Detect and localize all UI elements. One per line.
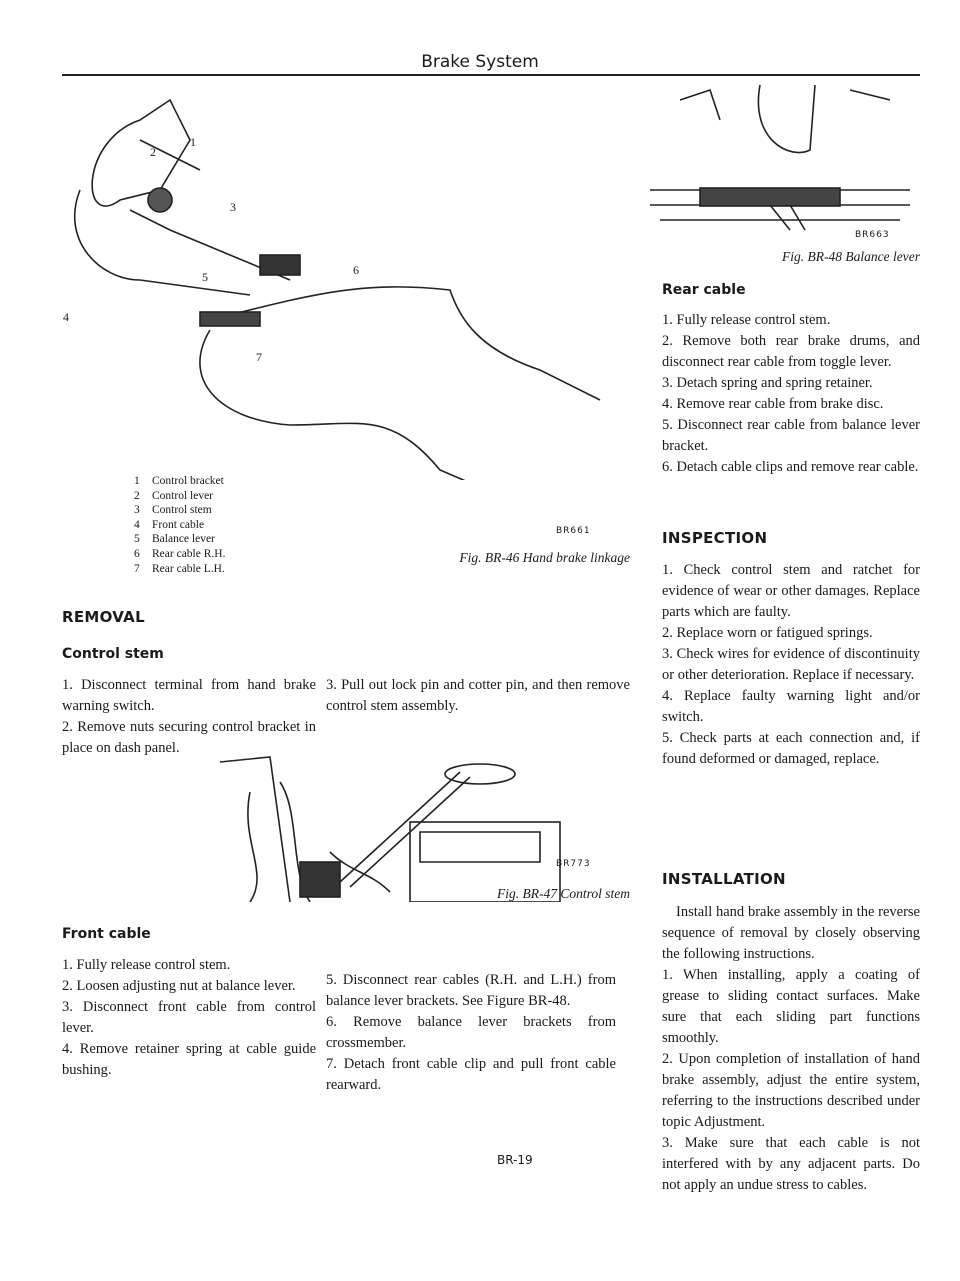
subheading-rear-cable: Rear cable: [662, 282, 746, 298]
step: 5. Check parts at each connection and, if found deformed or damaged, replace.: [662, 730, 920, 767]
front-cable-steps: [62, 955, 316, 1081]
legend-item: 5 Balance lever: [134, 533, 215, 546]
step: 3. Pull out lock pin and cotter pin, and then remove control stem assembly.: [326, 677, 630, 714]
step: 2. Replace worn or fatigued springs.: [662, 625, 873, 641]
section-heading-installation: INSTALLATION: [662, 870, 786, 888]
callout-1: 1: [190, 135, 196, 149]
callout-6: 6: [353, 263, 359, 277]
step: 1. Fully release control stem.: [662, 312, 831, 328]
figure-caption: Fig. BR-48 Balance lever: [782, 249, 920, 264]
legend-item: 6 Rear cable R.H.: [134, 547, 226, 560]
figure-legend: [134, 474, 225, 576]
figure-caption: Fig. BR-46 Hand brake linkage: [459, 550, 630, 565]
callout-5: 5: [202, 270, 208, 284]
step: 4. Replace faulty warning light and/or switch.: [662, 688, 920, 725]
legend-item: 1 Control bracket: [134, 475, 224, 487]
figure-callouts: [60, 80, 640, 380]
figure-code: BR661: [556, 526, 591, 536]
step: 4. Remove retainer spring at cable guide bushing.: [62, 1041, 316, 1078]
control-stem-steps: [62, 675, 316, 759]
page-number: BR-19: [497, 1153, 533, 1167]
step: 2. Loosen adjusting nut at balance lever.: [62, 978, 296, 994]
control-stem-steps-cont: [326, 675, 630, 717]
installation-steps: [662, 902, 920, 1196]
section-heading-inspection: INSPECTION: [662, 529, 768, 547]
legend-item: 2 Control lever: [134, 489, 213, 502]
section-heading-removal: REMOVAL: [62, 608, 145, 626]
step: 6. Remove balance lever brackets from crossmember.: [326, 1014, 616, 1051]
step: 1. Check control stem and ratchet for evidence of wear or other damages. Replace parts which are faulty.: [662, 562, 920, 620]
step: 2. Remove nuts securing control bracket in place on dash panel.: [62, 719, 316, 756]
installation-intro: Install hand brake assembly in the reverse sequence of removal by closely observing the following instructions.: [662, 904, 920, 962]
subheading-control-stem: Control stem: [62, 646, 164, 662]
legend-item: 7 Rear cable L.H.: [134, 562, 225, 575]
subheading-front-cable: Front cable: [62, 926, 151, 942]
step: 1. Disconnect terminal from hand brake warning switch.: [62, 677, 316, 714]
control-stem-illustration: [210, 752, 630, 902]
figure-code: BR773: [556, 859, 591, 869]
balance-lever-illustration: [640, 80, 922, 240]
inspection-steps: [662, 560, 920, 770]
callout-2: 2: [150, 145, 156, 159]
step: 5. Disconnect rear cable from balance lever bracket.: [662, 417, 920, 454]
step: 1. When installing, apply a coating of grease to sliding contact surfaces. Make sure that each sliding part functions smoothly.: [662, 967, 920, 1046]
legend-item: 4 Front cable: [134, 518, 205, 531]
front-cable-steps-cont: [326, 970, 616, 1096]
callout-4: 4: [63, 310, 69, 324]
figure-caption: Fig. BR-47 Control stem: [497, 886, 630, 901]
step: 5. Disconnect rear cables (R.H. and L.H.) from balance lever brackets. See Figure BR-48.: [326, 972, 616, 1009]
page-header-title: Brake System: [421, 52, 539, 72]
legend-item: 3 Control stem: [134, 504, 212, 517]
callout-3: 3: [230, 200, 236, 214]
header-rule: [62, 74, 920, 76]
step: 1. Fully release control stem.: [62, 957, 231, 973]
step: 3. Check wires for evidence of discontinuity or other deterioration. Replace if necessary.: [662, 646, 920, 683]
step: 3. Make sure that each cable is not interfered with by any adjacent parts. Do not apply an undue stress to cables.: [662, 1135, 920, 1193]
callout-7: 7: [256, 350, 262, 364]
step: 4. Remove rear cable from brake disc.: [662, 396, 884, 412]
step: 7. Detach front cable clip and pull front cable rearward.: [326, 1056, 616, 1093]
step: 3. Disconnect front cable from control lever.: [62, 999, 316, 1036]
step: 6. Detach cable clips and remove rear cable.: [662, 459, 919, 475]
step: 2. Remove both rear brake drums, and disconnect rear cable from toggle lever.: [662, 333, 920, 370]
figure-code: BR663: [855, 230, 890, 240]
step: 3. Detach spring and spring retainer.: [662, 375, 873, 391]
step: 2. Upon completion of installation of hand brake assembly, adjust the entire system, referring to the instructions described under topic Adjustment.: [662, 1051, 920, 1130]
rear-cable-steps: [662, 310, 920, 478]
